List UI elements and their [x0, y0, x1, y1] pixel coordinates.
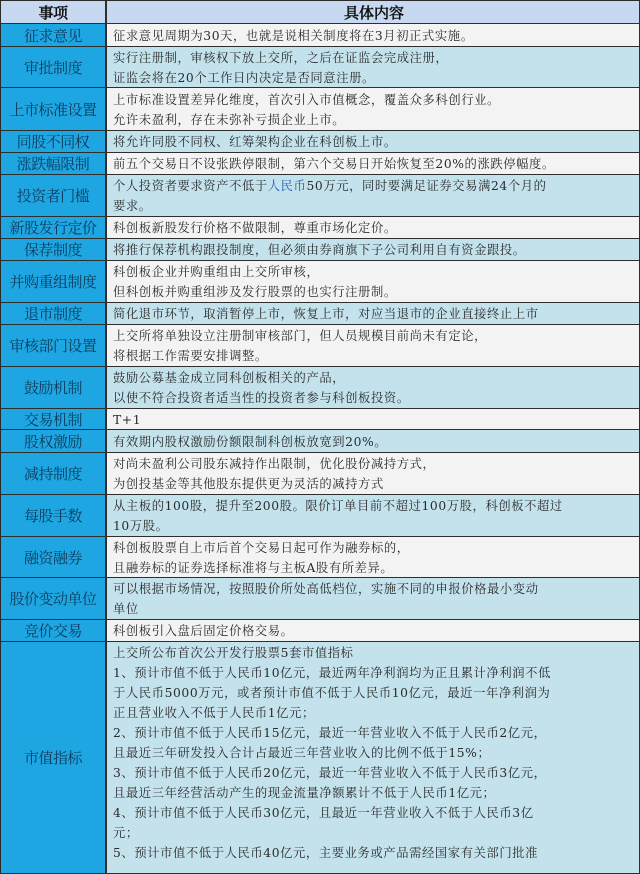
row-content: [107, 453, 640, 494]
content-line: 单位: [113, 602, 139, 616]
table-row: [1, 303, 640, 325]
row-item-label: 上市标准设置: [1, 88, 107, 130]
content-line: 允许未盈利，存在未弥补亏损企业上市。: [113, 112, 346, 127]
content-line: 科创板股票自上市后首个交易日起可作为融券标的，: [113, 540, 410, 555]
table-row: [1, 261, 640, 303]
content-line: 将根据工作需要安排调整。: [113, 349, 268, 363]
content-line: 正且营业收入不低于人民币1亿元；: [113, 706, 315, 720]
text-segment: 50万元，同时要满足证券交易满24个月的: [306, 179, 547, 193]
table-row: [1, 367, 640, 409]
content-line: 科创板新股发行价格不做限制，尊重市场化定价。: [113, 221, 397, 235]
content-line: 将允许同股不同权、红筹架构企业在科创板上市。: [113, 135, 397, 149]
content-line: 上市标准设置差异化维度，首次引入市值概念，覆盖众多科创行业。: [113, 92, 500, 107]
content-line: 且融券标的证券选择标准将与主板A股有所差异。: [113, 560, 394, 575]
content-line: 将推行保荐机构跟投制度，但必须由券商旗下子公司利用自有资金跟投。: [113, 243, 526, 257]
row-content: [107, 261, 640, 302]
content-line: 前五个交易日不设张跌停限制，第六个交易日开始恢复至20%的涨跌停幅度。: [113, 157, 555, 171]
table-row: [1, 131, 640, 153]
header-item: 事项: [1, 1, 107, 23]
row-content: [107, 325, 640, 366]
row-item-label: 并购重组制度: [1, 261, 107, 302]
row-content: [107, 303, 640, 324]
content-line: 上交所公布首次公开发行股票5套市值指标: [113, 646, 354, 660]
row-content: [107, 578, 640, 619]
table-row: [1, 24, 640, 47]
content-line: 5、预计市值不低于人民币40亿元，主要业务或产品需经国家有关部门批准: [113, 846, 539, 860]
table-row: [1, 175, 640, 217]
content-line: 要求。: [113, 199, 152, 213]
row-content: [107, 47, 640, 87]
row-content: [107, 430, 640, 452]
row-content: [107, 24, 640, 46]
content-line: 1、预计市值不低于人民币10亿元，最近两年净利润均为正且累计净利润不低: [113, 666, 551, 680]
row-content: [107, 537, 640, 577]
content-line: 实行注册制，审核权下放上交所，之后在证监会完成注册，: [113, 50, 449, 65]
row-content: [107, 495, 640, 536]
content-line: 证监会将在20个工作日内决定是否同意注册。: [113, 70, 375, 85]
row-item-label: 保荐制度: [1, 239, 107, 260]
row-item-label: 审核部门设置: [1, 325, 107, 366]
row-item-label: 投资者门槛: [1, 175, 107, 216]
content-line: 有效期内股权激励份额限制科创板放宽到20%。: [113, 434, 388, 449]
table-row: [1, 239, 640, 261]
highlighted-text: 人民币: [267, 179, 307, 193]
content-line: 2、预计市值不低于人民币15亿元，最近一年营业收入不低于人民币2亿元，: [113, 726, 547, 740]
table-row: [1, 47, 640, 88]
row-item-label: 股权激励: [1, 430, 107, 452]
content-line: 于人民币5000万元，或者预计市值不低于人民币10亿元，最近一年净利润为: [113, 686, 551, 700]
content-line: 上交所将单独设立注册制审核部门，但人员规模目前尚未有定论，: [113, 329, 488, 343]
row-item-label: 鼓励机制: [1, 367, 107, 408]
row-item-label: 交易机制: [1, 409, 107, 429]
table-row: [1, 453, 640, 495]
content-line: 科创板引入盘后固定价格交易。: [113, 624, 294, 638]
content-line: 鼓励公募基金成立同科创板相关的产品，: [113, 371, 346, 385]
row-content: [107, 367, 640, 408]
row-item-label: 每股手数: [1, 495, 107, 536]
table-row: [1, 537, 640, 578]
row-content: [107, 131, 640, 152]
row-content: [107, 620, 640, 641]
table-row: [1, 88, 640, 131]
table-row: [1, 325, 640, 367]
content-line: 元；: [113, 826, 139, 840]
content-line: T+1: [113, 412, 142, 427]
row-content: [107, 239, 640, 260]
row-content: [107, 175, 640, 216]
content-line: 科创板企业并购重组由上交所审核，: [113, 265, 320, 279]
table-row: [1, 495, 640, 537]
text-segment: 个人投资者要求资产不低于: [113, 179, 268, 193]
content-line: 征求意见周期为30天，也就是说相关制度将在3月初正式实施。: [113, 28, 474, 43]
content-line: 3、预计市值不低于人民币20亿元，最近一年营业收入不低于人民币3亿元，: [113, 766, 547, 780]
table-row: [1, 642, 640, 874]
content-line: 可以根据市场情况，按照股价所处高低档位，实施不同的申报价格最小变动: [113, 582, 539, 596]
table-row: [1, 620, 640, 642]
row-content: [107, 409, 640, 429]
row-item-label: 新股发行定价: [1, 217, 107, 238]
table-row: [1, 578, 640, 620]
row-item-label: 减持制度: [1, 453, 107, 494]
row-item-label: 融资融券: [1, 537, 107, 577]
row-content: [107, 153, 640, 174]
row-item-label: 退市制度: [1, 303, 107, 324]
content-line: 以使不符合投资者适当性的投资者参与科创板投资。: [113, 391, 410, 405]
row-content: [107, 642, 640, 873]
content-line: 从主板的100股，提升至200股。限价订单目前不超过100万股，科创板不超过: [113, 499, 563, 513]
row-item-label: 竞价交易: [1, 620, 107, 641]
content-line: 且最近三年经营活动产生的现金流量净额累计不低于人民币1亿元；: [113, 786, 496, 800]
row-item-label: 审批制度: [1, 47, 107, 87]
content-line: [113, 176, 635, 196]
table-body: [1, 24, 640, 874]
table-header: [1, 1, 640, 24]
content-line: 4、预计市值不低于人民币30亿元，且最近一年营业收入不低于人民币3亿: [113, 806, 534, 820]
header-content: 具体内容: [107, 1, 640, 23]
table-row: [1, 409, 640, 430]
content-line: 为创投基金等其他股东提供更为灵活的减持方式: [113, 477, 384, 491]
content-line: 但科创板并购重组涉及发行股票的也实行注册制。: [113, 285, 397, 299]
row-item-label: 同股不同权: [1, 131, 107, 152]
row-item-label: 股价变动单位: [1, 578, 107, 619]
content-line: 且最近三年研发投入合计占最近三年营业收入的比例不低于15%；: [113, 746, 491, 760]
content-line: 10万股。: [113, 519, 169, 533]
content-line: 对尚未盈利公司股东减持作出限制，优化股份减持方式，: [113, 457, 436, 471]
table-row: [1, 217, 640, 239]
row-item-label: 征求意见: [1, 24, 107, 46]
row-content: [107, 88, 640, 130]
content-line: 简化退市环节，取消暂停上市，恢复上市，对应当退市的企业直接终止上市: [113, 307, 539, 321]
table-row: [1, 430, 640, 453]
row-content: [107, 217, 640, 238]
table-row: [1, 153, 640, 175]
row-item-label: 涨跌幅限制: [1, 153, 107, 174]
row-item-label: 市值指标: [1, 642, 107, 873]
